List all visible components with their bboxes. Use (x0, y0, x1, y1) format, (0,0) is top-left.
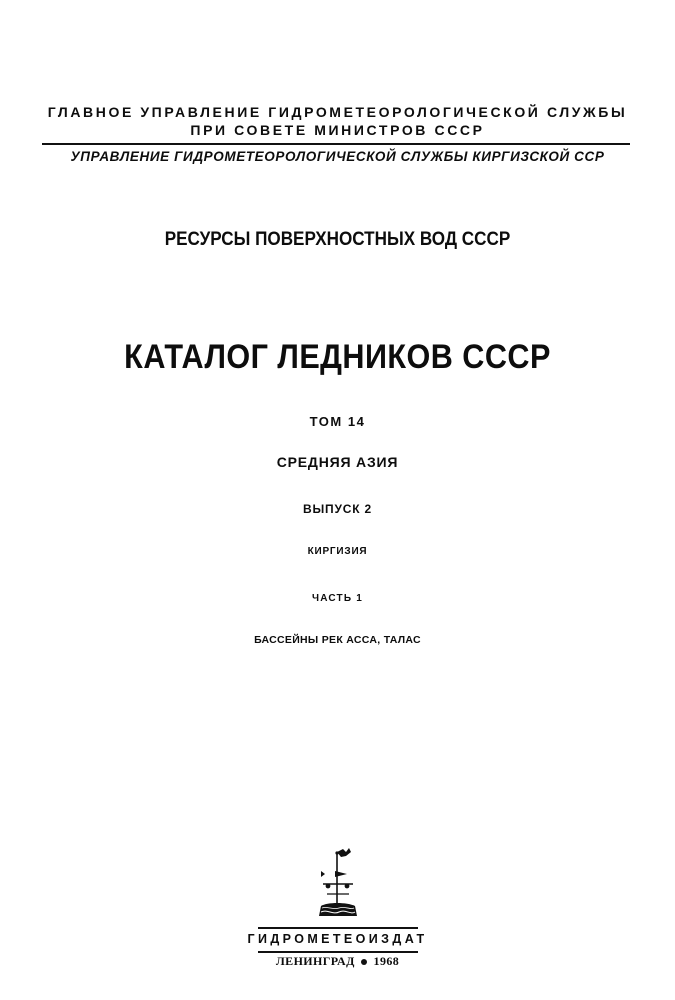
header-line-3: УПРАВЛЕНИЕ ГИДРОМЕТЕОРОЛОГИЧЕСКОЙ СЛУЖБЫ КИРГИЗСКОЙ ССР (70, 149, 605, 164)
header-line-2: ПРИ СОВЕТЕ МИНИСТРОВ СССР (190, 122, 485, 138)
weather-vane-emblem-icon (313, 846, 363, 922)
part-number: ЧАСТЬ 1 (311, 593, 363, 604)
subregion-name: КИРГИЗИЯ (307, 546, 368, 557)
imprint-city-year (0, 954, 675, 969)
imprint-year: 1968 (373, 954, 400, 968)
series-title: РЕСУРСЫ ПОВЕРХНОСТНЫХ ВОД СССР (164, 229, 511, 250)
volume-number: ТОМ 14 (309, 414, 366, 429)
imprint-bullet-icon (361, 959, 367, 965)
issue-number: ВЫПУСК 2 (303, 502, 372, 516)
header-line-1: ГЛАВНОЕ УПРАВЛЕНИЕ ГИДРОМЕТЕОРОЛОГИЧЕСКОЙ СЛУЖБЫ (47, 104, 628, 120)
header-divider (42, 143, 630, 145)
imprint-city: ЛЕНИНГРАД (275, 954, 355, 968)
imprint-rule-bottom (258, 951, 418, 953)
imprint-rule-top (258, 927, 418, 929)
publisher-name: ГИДРОМЕТЕОИЗДАТ (247, 932, 428, 946)
page-title: КАТАЛОГ ЛЕДНИКОВ СССР (124, 338, 551, 376)
region-name: СРЕДНЯЯ АЗИЯ (276, 454, 399, 470)
basins-title: БАССЕЙНЫ РЕК АССА, ТАЛАС (254, 634, 421, 646)
